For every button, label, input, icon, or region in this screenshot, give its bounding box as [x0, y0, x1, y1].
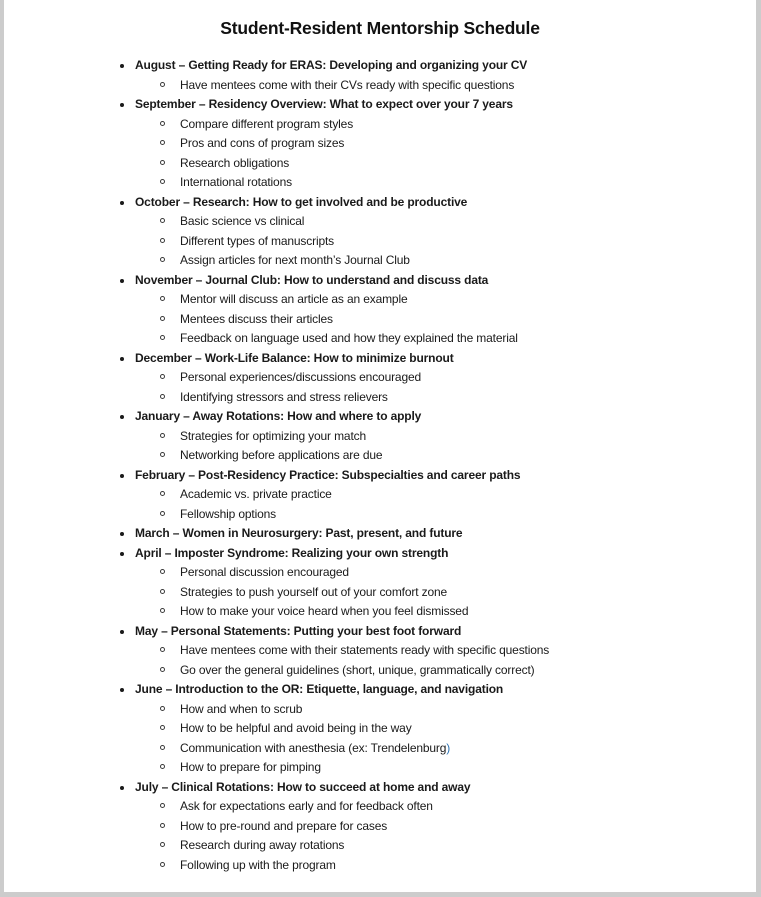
month-heading-text: February – Post-Residency Practice: Subspecialties and career paths	[135, 467, 521, 482]
sub-item-text: Go over the general guidelines (short, unique, grammatically correct)	[180, 662, 535, 677]
circle-bullet-icon	[160, 296, 165, 301]
circle-bullet-icon	[160, 121, 165, 126]
bullet-dot-icon	[120, 357, 124, 361]
sub-item-row	[4, 758, 756, 778]
sub-item-text: Communication with anesthesia (ex: Trendelenburg	[180, 740, 447, 755]
circle-bullet-icon	[160, 706, 165, 711]
sub-item-row	[4, 661, 756, 681]
month-heading-row	[4, 56, 756, 76]
bullet-dot-icon	[120, 103, 124, 107]
month-heading-text: August – Getting Ready for ERAS: Developing and organizing your CV	[135, 58, 528, 72]
circle-bullet-icon	[160, 764, 165, 769]
sub-item-row	[4, 115, 756, 135]
circle-bullet-icon	[160, 647, 165, 652]
sub-item-text: Assign articles for next month’s Journal Club	[180, 253, 410, 267]
sub-item-text: Research during away rotations	[180, 838, 345, 852]
sub-item-text: Have mentees come with their statements ready with specific questions	[180, 643, 550, 657]
circle-bullet-icon	[160, 608, 165, 613]
circle-bullet-icon	[160, 179, 165, 184]
sub-item-row	[4, 602, 756, 622]
sub-item-row	[4, 76, 756, 96]
sub-item-row	[4, 485, 756, 505]
sub-item-text: International rotations	[180, 175, 292, 189]
bullet-dot-icon	[120, 786, 124, 790]
sub-item-text: How to pre-round and prepare for cases	[180, 818, 388, 833]
circle-bullet-icon	[160, 803, 165, 808]
sub-item-text: Feedback on language used and how they explained the material	[180, 331, 518, 345]
month-heading-text: December – Work-Life Balance: How to minimize burnout	[135, 350, 454, 365]
sub-item-text: Have mentees come with their CVs ready with specific questions	[180, 77, 515, 92]
bullet-dot-icon	[120, 279, 124, 283]
sub-item-text: Personal experiences/discussions encouraged	[180, 370, 422, 384]
sub-item-row	[4, 329, 756, 349]
circle-bullet-icon	[160, 745, 165, 750]
month-heading-text: November – Journal Club: How to understand and discuss data	[135, 272, 489, 287]
circle-bullet-icon	[160, 569, 165, 574]
sub-item-text: Compare different program styles	[180, 116, 354, 131]
sub-item-row	[4, 563, 756, 583]
month-heading-text: June – Introduction to the OR: Etiquette, language, and navigation	[135, 682, 504, 696]
month-heading-row	[4, 193, 756, 213]
month-heading-text: September – Residency Overview: What to expect over your 7 years	[135, 97, 513, 111]
sub-item-row	[4, 388, 756, 408]
circle-bullet-icon	[160, 452, 165, 457]
sub-item-text: Different types of manuscripts	[180, 233, 335, 248]
sub-item-row	[4, 797, 756, 817]
bullet-dot-icon	[120, 688, 124, 692]
sub-item-row	[4, 719, 756, 739]
sub-item-text: How to prepare for pimping	[180, 760, 321, 774]
sub-item-text: Identifying stressors and stress relievers	[180, 389, 388, 404]
circle-bullet-icon	[160, 823, 165, 828]
sub-item-row	[4, 232, 756, 252]
bullet-dot-icon	[120, 201, 124, 205]
circle-bullet-icon	[160, 842, 165, 847]
month-heading-text: July – Clinical Rotations: How to succeed at home and away	[135, 779, 471, 794]
sub-item-text: Research obligations	[180, 155, 290, 170]
sub-item-row	[4, 817, 756, 837]
sub-item-row	[4, 583, 756, 603]
circle-bullet-icon	[160, 725, 165, 730]
sub-item-text: How to be helpful and avoid being in the way	[180, 721, 412, 735]
sub-item-text: Networking before applications are due	[180, 448, 383, 462]
sub-item-text: Mentor will discuss an article as an example	[180, 292, 408, 306]
sub-item-row	[4, 290, 756, 310]
sub-item-text: Basic science vs clinical	[180, 214, 305, 228]
circle-bullet-icon	[160, 511, 165, 516]
circle-bullet-icon	[160, 238, 165, 243]
sub-item-row	[4, 505, 756, 525]
month-heading-row	[4, 407, 756, 427]
month-heading-row	[4, 466, 756, 486]
sub-item-row	[4, 173, 756, 193]
month-heading-row	[4, 680, 756, 700]
circle-bullet-icon	[160, 316, 165, 321]
circle-bullet-icon	[160, 140, 165, 145]
sub-item-text: Personal discussion encouraged	[180, 565, 349, 579]
month-heading-text: March – Women in Neurosurgery: Past, present, and future	[135, 526, 463, 540]
sub-item-row	[4, 134, 756, 154]
sub-item-text: How to make your voice heard when you feel dismissed	[180, 604, 469, 618]
circle-bullet-icon	[160, 374, 165, 379]
circle-bullet-icon	[160, 82, 165, 87]
sub-item-text: Strategies for optimizing your match	[180, 428, 367, 443]
sub-item-row	[4, 368, 756, 388]
sub-item-row	[4, 427, 756, 447]
document-page	[4, 0, 756, 892]
page-title: Student-Resident Mentorship Schedule	[220, 18, 540, 38]
bullet-dot-icon	[120, 630, 124, 634]
sub-item-row	[4, 739, 756, 759]
sub-item-row	[4, 700, 756, 720]
month-heading-row	[4, 778, 756, 798]
circle-bullet-icon	[160, 667, 165, 672]
sub-item-text: Fellowship options	[180, 506, 277, 521]
accent-paren: )	[446, 740, 451, 755]
circle-bullet-icon	[160, 394, 165, 399]
sub-item-row	[4, 641, 756, 661]
sub-item-row	[4, 446, 756, 466]
circle-bullet-icon	[160, 491, 165, 496]
month-heading-text: October – Research: How to get involved and be productive	[135, 194, 468, 209]
sub-item-text: Following up with the program	[180, 857, 336, 872]
sub-item-text: Strategies to push yourself out of your comfort zone	[180, 584, 448, 599]
mentorship-schedule-list	[4, 56, 756, 875]
circle-bullet-icon	[160, 218, 165, 223]
month-heading-text: January – Away Rotations: How and where to apply	[135, 409, 422, 423]
bullet-dot-icon	[120, 64, 124, 68]
sub-item-row	[4, 856, 756, 876]
bullet-dot-icon	[120, 415, 124, 419]
circle-bullet-icon	[160, 862, 165, 867]
sub-item-row	[4, 212, 756, 232]
circle-bullet-icon	[160, 589, 165, 594]
circle-bullet-icon	[160, 257, 165, 262]
sub-item-text: Academic vs. private practice	[180, 487, 332, 501]
circle-bullet-icon	[160, 335, 165, 340]
month-heading-row	[4, 95, 756, 115]
bullet-dot-icon	[120, 552, 124, 556]
month-heading-row	[4, 271, 756, 291]
sub-item-text: Ask for expectations early and for feedback often	[180, 799, 433, 813]
month-heading-row	[4, 349, 756, 369]
sub-item-text: Mentees discuss their articles	[180, 311, 333, 326]
bullet-dot-icon	[120, 474, 124, 478]
month-heading-row	[4, 622, 756, 642]
month-heading-text: April – Imposter Syndrome: Realizing your own strength	[135, 545, 449, 560]
sub-item-row	[4, 310, 756, 330]
sub-item-text: How and when to scrub	[180, 701, 303, 716]
sub-item-row	[4, 836, 756, 856]
sub-item-text: Pros and cons of program sizes	[180, 136, 345, 150]
bullet-dot-icon	[120, 532, 124, 536]
sub-item-row	[4, 154, 756, 174]
month-heading-text: May – Personal Statements: Putting your best foot forward	[135, 623, 462, 638]
month-heading-row	[4, 524, 756, 544]
month-heading-row	[4, 544, 756, 564]
circle-bullet-icon	[160, 160, 165, 165]
sub-item-row	[4, 251, 756, 271]
circle-bullet-icon	[160, 433, 165, 438]
